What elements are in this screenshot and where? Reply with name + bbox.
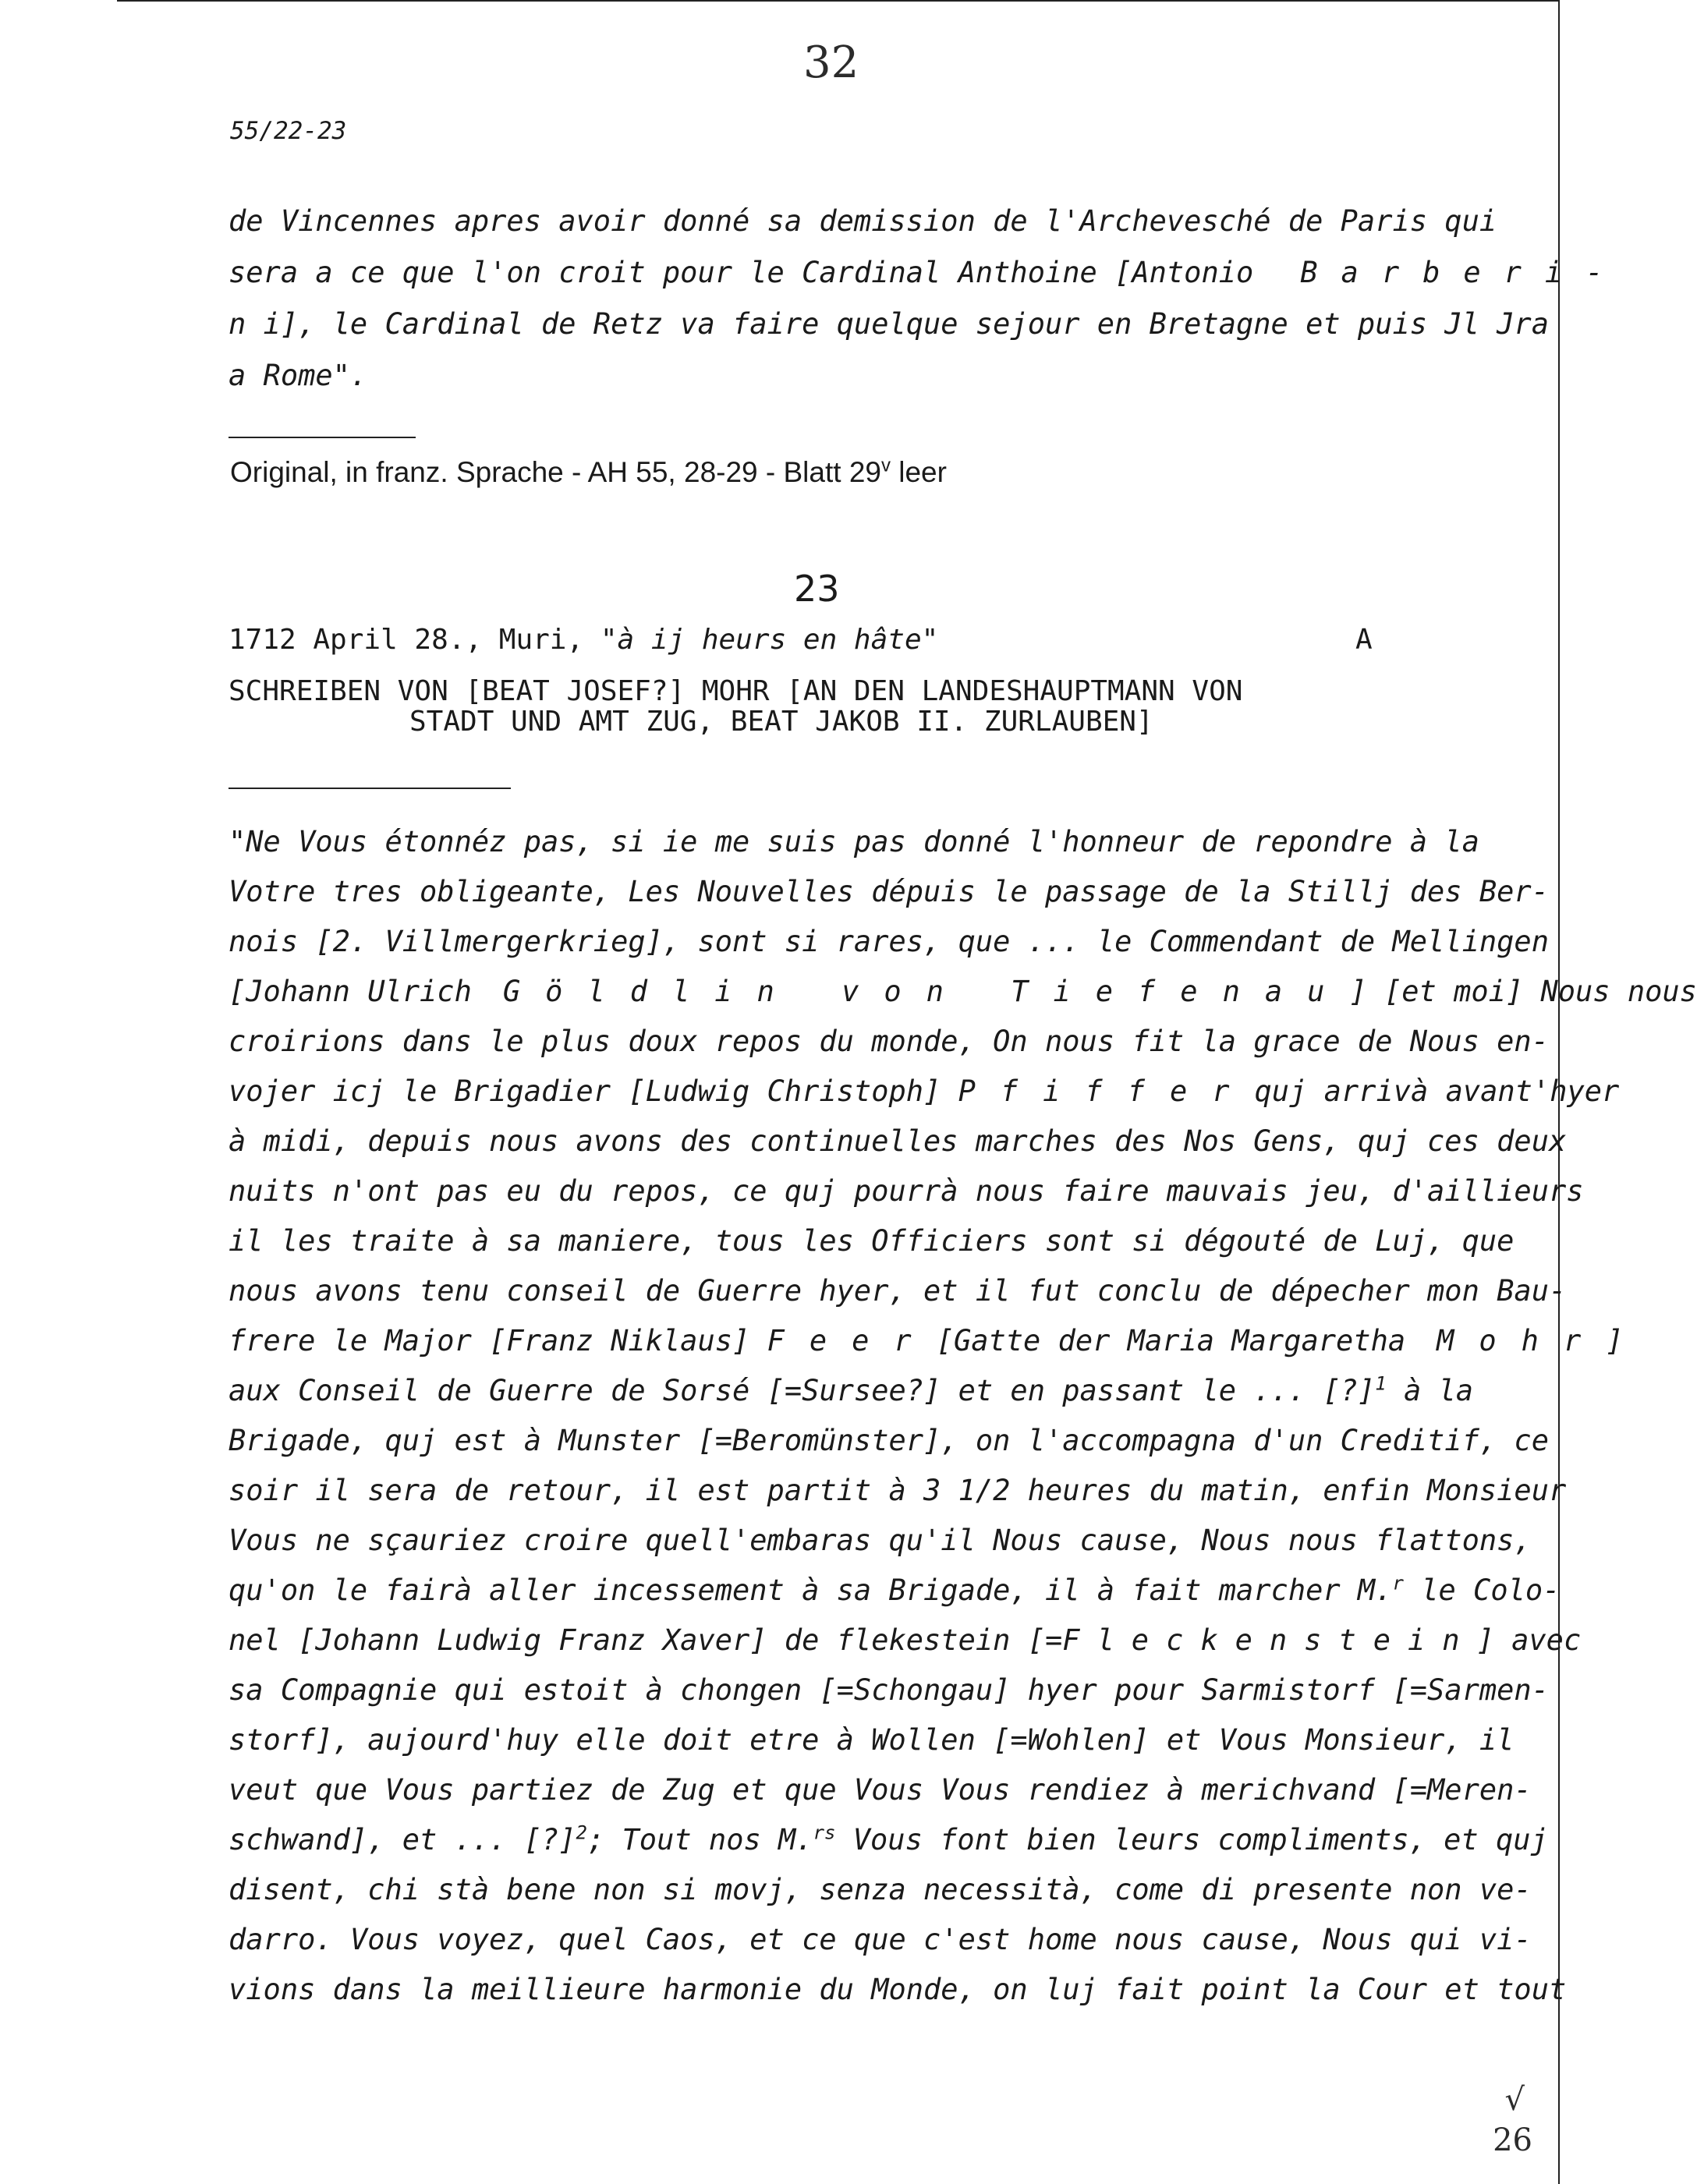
- letter-line: nous avons tenu conseil de Guerre hyer, et il fut conclu de dépecher mon Bau-: [229, 1274, 1567, 1308]
- document-title-line-1: SCHREIBEN VON [BEAT JOSEF?] MOHR [AN DEN LANDESHAUPTMANN VON: [229, 675, 1243, 707]
- intro-line-2: sera a ce que l'on croit pour le Cardinal Anthoine [Antonio Barberi-: [229, 256, 1627, 289]
- handwritten-sheet-number: 26: [1493, 2122, 1532, 2158]
- letter-line: nois [2. Villmergerkrieg], sont si rares, que ... le Commendant de Mellingen: [229, 925, 1549, 958]
- letter-line: storf], aujourd'huy elle doit etre à Wollen [=Wohlen] et Vous Monsieur, il: [229, 1723, 1515, 1757]
- intro-line-4: a Rome".: [229, 359, 368, 392]
- reference-code: 55/22-23: [230, 117, 347, 145]
- intro-line-3: n i], le Cardinal de Retz va faire quelque sejour en Bretagne et puis Jl Jra: [229, 307, 1549, 341]
- letter-line: nel [Johann Ludwig Franz Xaver] de flekestein [=Fleckenstein] avec: [229, 1623, 1582, 1657]
- letter-line: sa Compagnie qui estoit à chongen [=Schongau] hyer pour Sarmistorf [=Sarmen-: [229, 1673, 1549, 1707]
- handwritten-page-number: 32: [803, 37, 859, 88]
- letter-line: qu'on le fairà aller incessement à sa Brigade, il à fait marcher M.$^r$ le Colo-: [229, 1572, 1561, 1607]
- letter-line: croirions dans le plus doux repos du monde, On nous fit la grace de Nous en-: [229, 1025, 1549, 1058]
- letter-line: Votre tres obligeante, Les Nouvelles dépuis le passage de la Stillj des Ber-: [229, 875, 1549, 908]
- letter-line: frere le Major [Franz Niklaus] Feer[Gatte der Maria Margaretha Mohr]: [229, 1324, 1649, 1357]
- source-note: Original, in franz. Sprache - AH 55, 28-29 - Blatt 29$^v$ leer: [230, 455, 947, 488]
- letter-line: aux Conseil de Guerre de Sorsé [=Sursee?] et en passant le ... [?]$^1$ à la: [229, 1372, 1474, 1407]
- letter-line: darro. Vous voyez, quel Caos, et ce que c'est home nous cause, Nous qui vi-: [229, 1923, 1532, 1956]
- page-top-border: [117, 0, 1560, 2]
- letter-line: il les traite à sa maniere, tous les Officiers sont si dégouté de Luj, que: [229, 1224, 1515, 1258]
- letter-line: disent, chi stà bene non si movj, senza necessità, come di presente non ve-: [229, 1873, 1532, 1906]
- letter-line: schwand], et ... [?]$^2$; Tout nos M.$^{rs}$ Vous font bien leurs compliments, et quj: [229, 1821, 1548, 1857]
- section-divider: [229, 437, 416, 438]
- letter-line: veut que Vous partiez de Zug et que Vous Vous rendiez à merichvand [=Meren-: [229, 1773, 1532, 1807]
- intro-line-1: de Vincennes apres avoir donné sa demission de l'Archevesché de Paris qui: [229, 204, 1497, 238]
- title-divider: [229, 788, 511, 789]
- handwritten-check-mark: √: [1504, 2082, 1525, 2118]
- letter-line: à midi, depuis nous avons des continuelles marches des Nos Gens, quj ces deux: [229, 1124, 1567, 1158]
- letter-line: "Ne Vous étonnéz pas, si ie me suis pas donné l'honneur de repondre à la: [229, 825, 1479, 858]
- date-line: 1712 April 28., Muri, "à ij heurs en hâte": [229, 624, 939, 656]
- letter-line: soir il sera de retour, il est partit à 3 1/2 heures du matin, enfin Monsieur: [229, 1474, 1567, 1507]
- letter-line: [Johann Ulrich Göldlin von Tiefenau] [et moi] Nous nous: [229, 975, 1697, 1008]
- letter-line: Vous ne sçauriez croire quell'embaras qu'il Nous cause, Nous nous flattons,: [229, 1524, 1532, 1557]
- letter-line: nuits n'ont pas eu du repos, ce quj pourrà nous faire mauvais jeu, d'aillieurs: [229, 1174, 1584, 1208]
- document-title-line-2: STADT UND AMT ZUG, BEAT JAKOB II. ZURLAUBEN]: [409, 706, 1153, 738]
- letter-line: vojer icj le Brigadier [Ludwig Christoph] Pfifferquj arrivà avant'hyer: [229, 1074, 1620, 1108]
- letter-line: vions dans la meillieure harmonie du Monde, on luj fait point la Cour et tout: [229, 1973, 1567, 2006]
- date-line-letter: A: [1355, 624, 1373, 656]
- letter-line: Brigade, quj est à Munster [=Beromünster], on l'accompagna d'un Creditif, ce: [229, 1424, 1549, 1457]
- document-number: 23: [794, 568, 840, 610]
